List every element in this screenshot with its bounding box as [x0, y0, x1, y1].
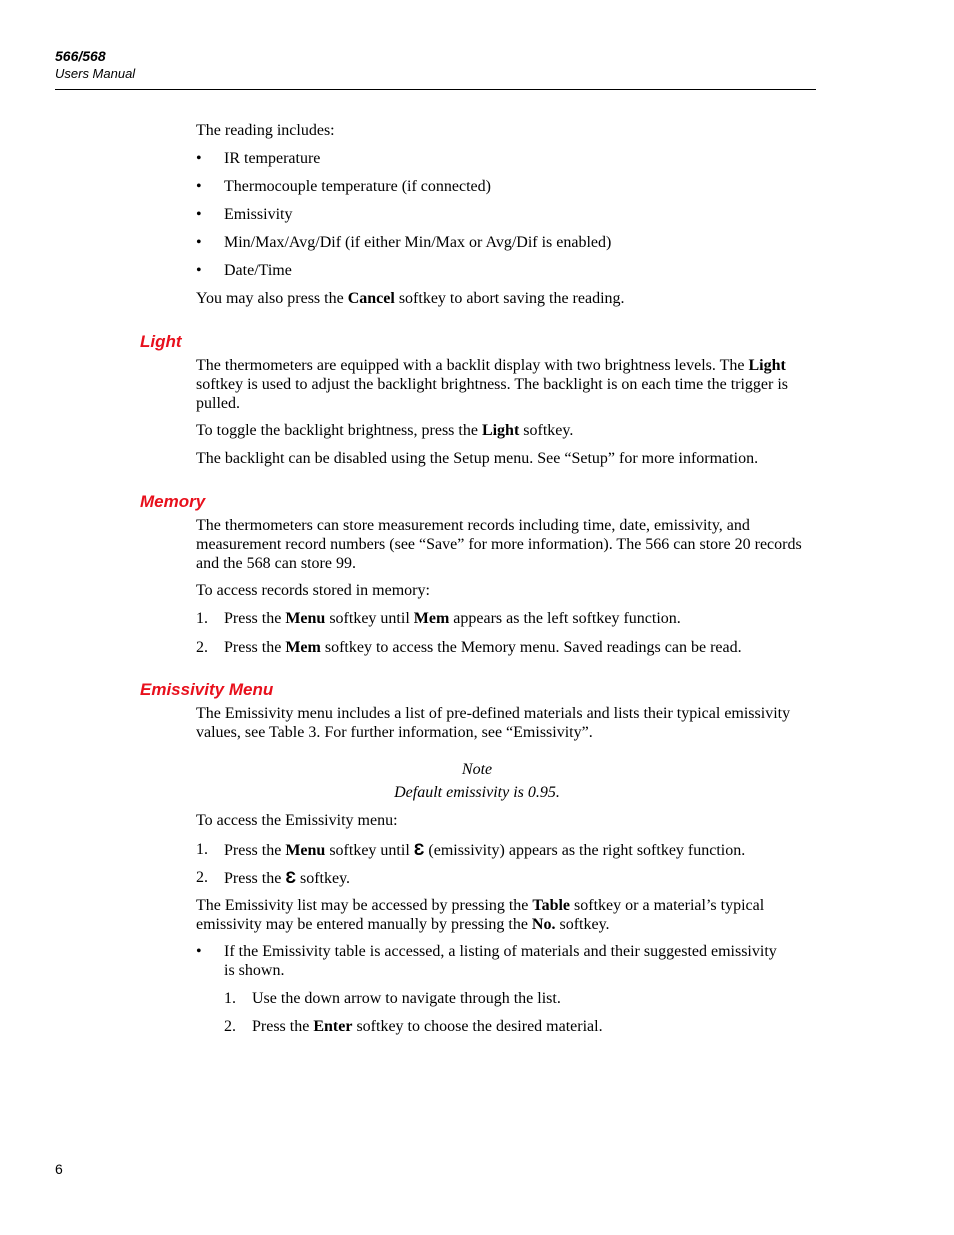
light-heading: Light: [140, 332, 182, 351]
note-text: Default emissivity is 0.95.: [394, 784, 560, 801]
emissivity-paragraph-3: The Emissivity list may be accessed by pressing the Table softkey or a material’s typical emissivity may be entered manually by pressing the No. softkey.: [196, 897, 765, 933]
emissivity-icon: Ɛ: [285, 868, 296, 887]
light-paragraph-1: The thermometers are equipped with a backlit display with two brightness levels. The Light softkey is used to adjust the backlight brightness. The backlight is on each time the trigger is pulled.: [196, 357, 789, 412]
cancel-paragraph: You may also press the Cancel softkey to abort saving the reading.: [196, 290, 625, 307]
emissivity-paragraph-1: The Emissivity menu includes a list of pre-defined materials and lists their typical emissivity values, see Table 3. For further information, see “Emissivity”.: [196, 705, 791, 741]
light-paragraph-2: To toggle the backlight brightness, press the Light softkey.: [196, 422, 574, 439]
reading-lead: The reading includes:: [196, 122, 335, 139]
emissivity-heading: Emissivity Menu: [140, 680, 274, 699]
page-number: 6: [55, 1161, 63, 1177]
model-number: 566/568: [55, 48, 106, 64]
memory-heading: Memory: [140, 492, 206, 511]
emissivity-icon: Ɛ: [413, 840, 425, 859]
light-paragraph-3: The backlight can be disabled using the Setup menu. See “Setup” for more information.: [196, 450, 759, 467]
note-title: Note: [461, 761, 493, 778]
manual-title: Users Manual: [55, 66, 136, 81]
running-header: [55, 47, 816, 83]
emissivity-paragraph-2: To access the Emissivity menu:: [196, 812, 398, 829]
memory-paragraph-1: The thermometers can store measurement records including time, date, emissivity, and measurement record numbers (see “Save” for more information). The 566 can store 20 records and the 568 can store 99.: [196, 517, 802, 572]
memory-paragraph-2: To access records stored in memory:: [196, 582, 430, 599]
header-rule: [55, 89, 816, 90]
